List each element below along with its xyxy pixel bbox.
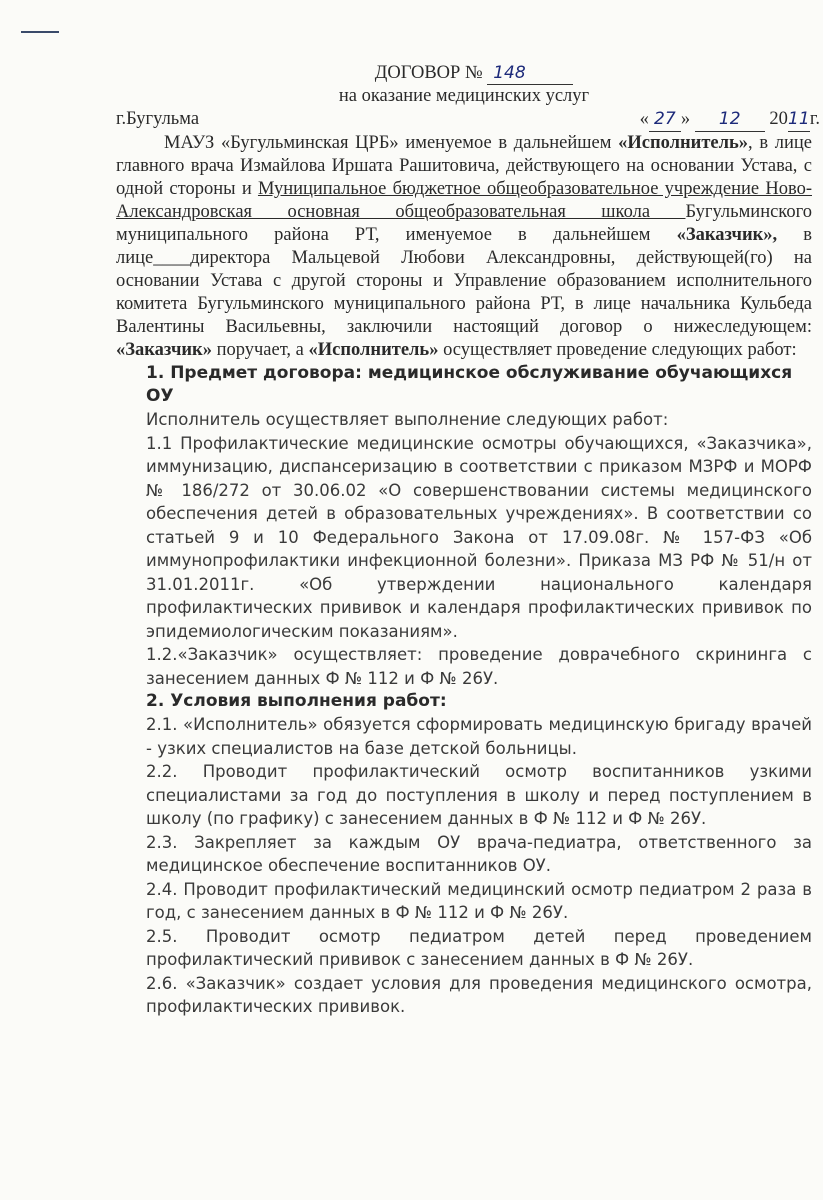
section-1 <box>116 408 812 690</box>
document-subtitle: на оказание медицинских услуг <box>338 86 590 106</box>
clause-2-2: 2.2. Проводит профилактический осмотр воспитанников узкими специалистами за год до поступления в школу и перед поступлением в школу (по графику) с занесением данных в Ф № 112 и Ф № 26У. <box>146 762 812 828</box>
preamble-paragraph <box>116 132 812 362</box>
contract-document <box>116 62 820 1019</box>
executor-term: «Исполнитель» <box>618 133 749 153</box>
preamble-text-3: Бугульминского муниципального района РТ, именуемое в дальнейшем <box>116 202 812 245</box>
contract-date <box>640 108 820 132</box>
contract-number: 148 <box>487 62 573 85</box>
school-name: Муниципальное бюджетное общеобразовательное учреждение Ново-Александровская основная общеобразовательная школа <box>116 179 812 222</box>
customer-term: «Заказчик», <box>676 225 778 245</box>
clause-2-3: 2.3. Закрепляет за каждым ОУ врача-педиатра, ответственного за медицинское обеспечение воспитанников ОУ. <box>146 832 812 875</box>
preamble-text-1: МАУЗ «Бугульминская ЦРБ» именуемое в дальнейшем <box>164 133 619 153</box>
clause-2-6: 2.6. «Заказчик» создает условия для проведения медицинского осмотра, профилактических прививок. <box>146 973 812 1016</box>
clause-1-2: 1.2.«Заказчик» осуществляет: проведение доврачебного скрининга с занесением данных Ф № 112 и Ф № 26У. <box>146 645 812 688</box>
date-end: г. <box>809 109 820 129</box>
margin-mark <box>21 31 59 33</box>
date-month: 12 <box>695 108 765 132</box>
clause-2-1: 2.1. «Исполнитель» обязуется сформировать медицинскую бригаду врачей - узких специалистов на базе детской больницы. <box>146 715 812 758</box>
city: г.Бугульма <box>116 109 200 129</box>
document-title <box>136 62 812 85</box>
clause-1-1: 1.1 Профилактические медицинские осмотры обучающихся, «Заказчика», иммунизацию, диспансеризацию в соответствии с приказом МЗРФ и МОРФ № 186/272 от 30.06.02 «О совершенствовании системы медицинского обеспечения детей в образовательных учреждениях». В соответствии со статьей 9 и 10 Федерального Закона от 17.09.08г. № 157-ФЗ «Об иммунопрофилактики инфекционной болезни». Приказа МЗ РФ № 51/н от 31.01.2011г. «Об утверждении национального календаря профилактических прививок и календаря профилактических прививок по эпидемиологическим показаниям». <box>146 433 812 641</box>
date-year-prefix: 20 <box>769 109 788 129</box>
section-2-heading: 2. Условия выполнения работ: <box>146 691 447 711</box>
date-day: 27 <box>649 108 681 132</box>
section-1-heading: 1. Предмет договора: медицинское обслуживание обучающихся ОУ <box>146 363 793 406</box>
date-year-suffix: 11 <box>788 108 810 132</box>
date-close: » <box>680 109 691 129</box>
preamble-text-2: , в лице главного врача Измайлова Иршата Рашитовича, действующего на основании Устава, с одной стороны и <box>116 133 813 199</box>
section-1-lead: Исполнитель осуществляет выполнение следующих работ: <box>146 410 669 429</box>
executor-term-2: «Исполнитель» <box>308 340 439 360</box>
clause-2-4: 2.4. Проводит профилактический медицинский осмотр педиатром 2 раза в год, с занесением данных в Ф № 112 и Ф № 26У. <box>146 879 812 922</box>
preamble-text-6: осуществляет проведение следующих работ: <box>438 340 797 360</box>
preamble-text-4: в лице____директора Мальцевой Любови Александровны, действующей(го) на основании Устава с другой стороны и Управление образованием исполнительного комитета Бугульминского муниципального района РТ, в лице начальника Кульбеда Валентины Васильевны, заключили настоящий договор о нижеследующем: <box>116 225 812 337</box>
clause-2-5: 2.5. Проводит осмотр педиатром детей перед проведением профилактический прививок с занесением данных в Ф № 26У. <box>146 926 812 969</box>
title-prefix: ДОГОВОР № <box>374 63 483 83</box>
preamble-text-5: поручает, а <box>211 340 309 360</box>
customer-term-2: «Заказчик» <box>116 340 212 360</box>
date-open: « <box>639 109 649 129</box>
section-2 <box>116 713 812 1019</box>
place-date-line <box>116 108 820 132</box>
